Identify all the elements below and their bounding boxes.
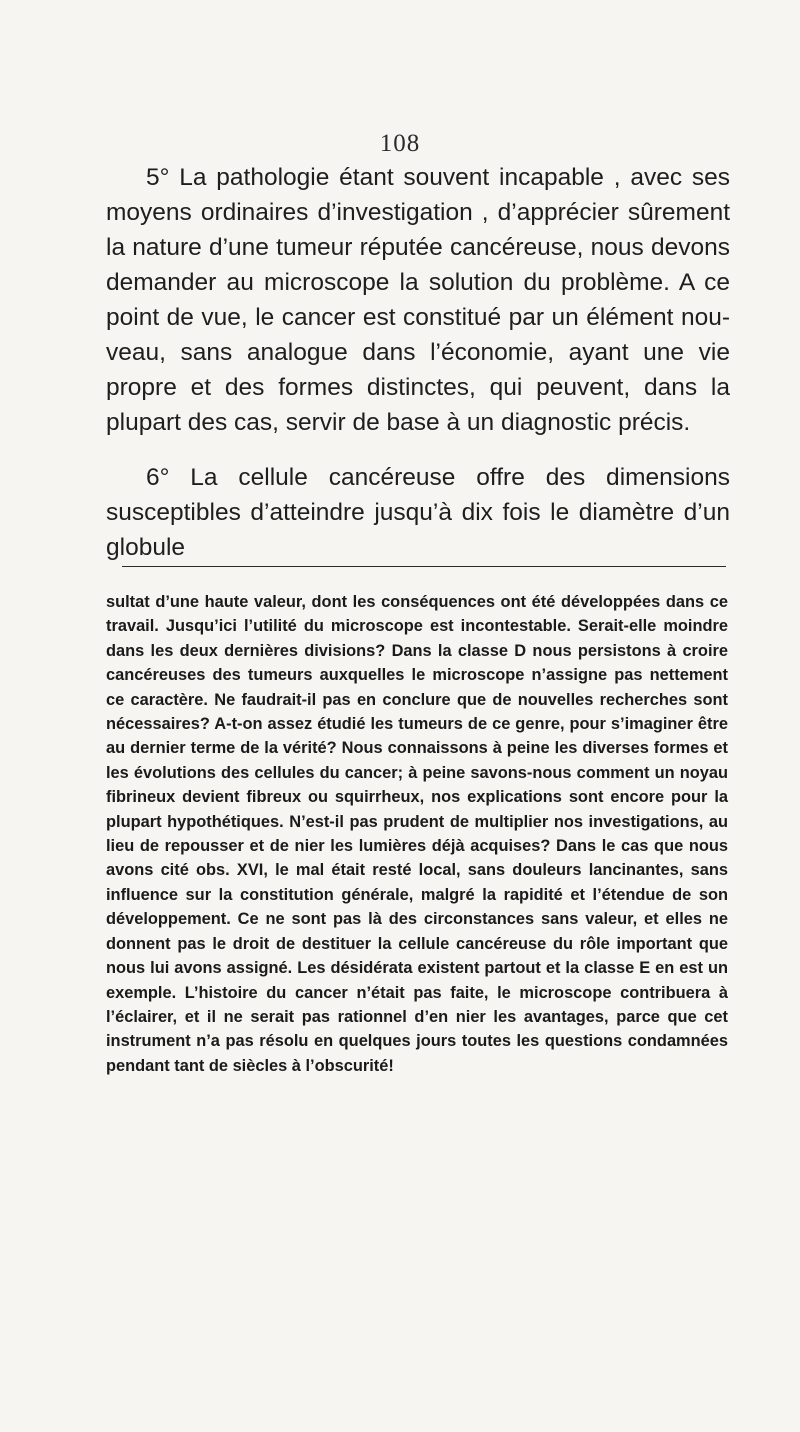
footnote — [106, 590, 728, 1078]
footnote-text: sultat d’une haute valeur, dont les conséquences ont été développées dans ce travail. Jusqu’ici l’utilité du microscope est incontestable. Serait-elle moindre dans les deux dernières divisions? Dans la classe D nous persistons à croire cancéreuses des tumeurs auxquelles le microscope n’assigne pas nettement ce caractère. Ne faudrait-il pas en conclure que de nouvelles recherches sont nécessaires? A-t-on assez étudié les tumeurs de ce genre, pour s’imaginer être au dernier terme de la vérité? Nous connaissons à peine les diverses formes et les évolutions des cellules du cancer; à peine savons-nous comment un noyau fibrineux devient fibreux ou squirrheux, nos explications sont encore pour la plupart hypothétiques. N’est-il pas prudent de multiplier nos investigations, au lieu de repousser et de nier les lumières déjà acquises? Dans le cas que nous avons cité obs. XVI, le mal était resté local, sans douleurs lancinantes, sans influence sur la constitution générale, malgré la rapidité et l’étendue de son développement. Ce ne sont pas là des circonstances sans valeur, et elles ne donnent pas le droit de destituer la cellule cancéreuse du rôle important que nous lui avons assigné. Les désidérata existent partout et la classe E en est un exemple. L’histoire du cancer n’était pas faite, le microscope contribuera à l’éclairer, et il ne serait pas rationnel d’en nier les avantages, parce que cet instrument n’a pas résolu en quelques jours toutes les questions condamnées pendant tant de siècles à l’obscurité! — [106, 593, 728, 1075]
main-text — [106, 160, 730, 565]
page-number: 108 — [379, 130, 421, 157]
footnote-divider — [122, 566, 726, 567]
paragraph-6: 6° La cellule cancéreuse offre des dimensions susceptibles d’atteindre jusqu’à dix fois le diamètre d’un globule — [106, 464, 730, 561]
paragraph-5: 5° La pathologie étant souvent incapable , avec ses moyens ordinaires d’investigation , d’apprécier sûrement la nature d’une tumeur réputée cancéreuse, nous devons demander au microscope la solution du problème. A ce point de vue, le cancer est constitué par un élément nouveau, sans analogue dans l’économie, ayant une vie propre et des formes distinctes, qui peuvent, dans la plupart des cas, servir de base à un diagnostic précis. — [106, 164, 730, 436]
